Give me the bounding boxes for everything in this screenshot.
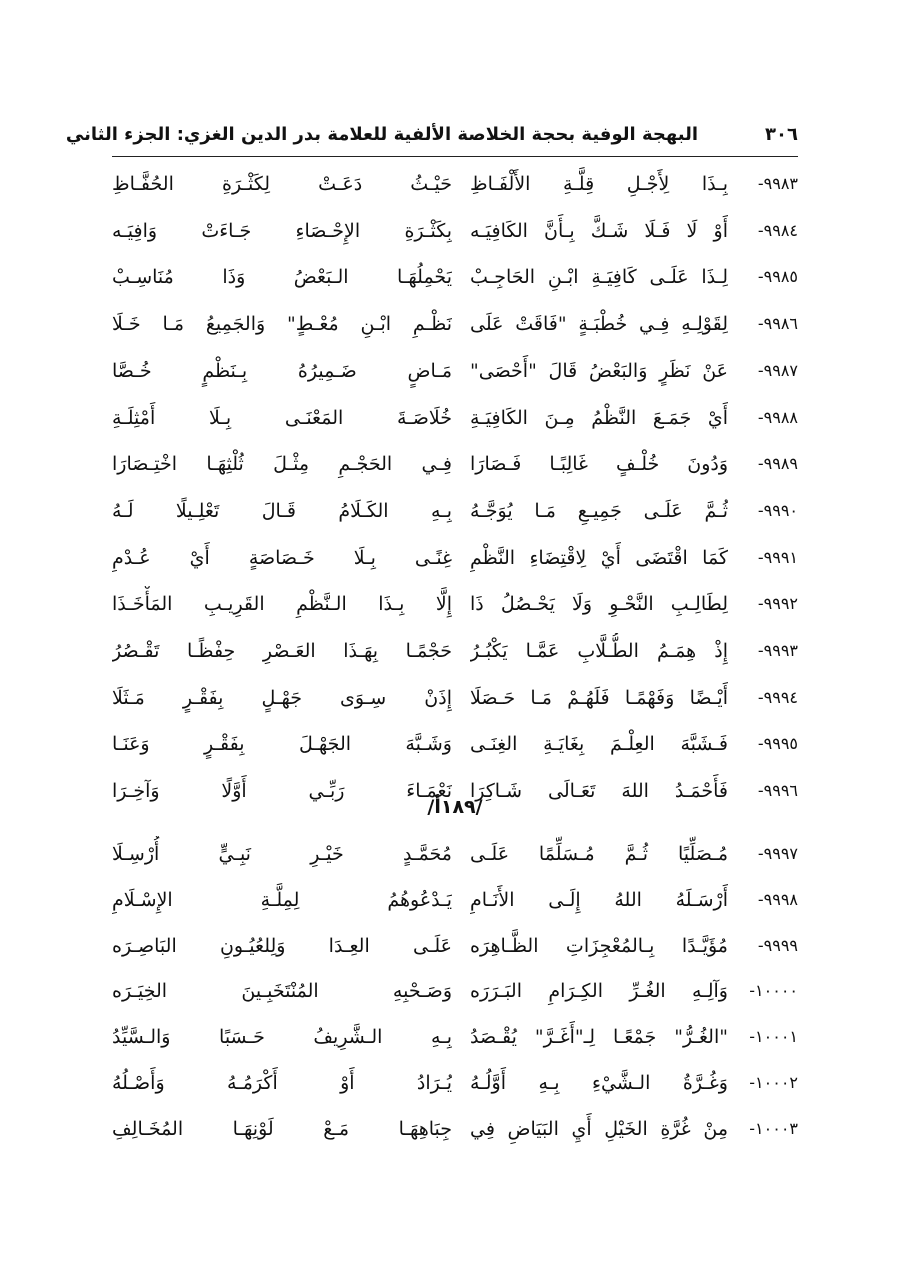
page-number: ٣٠٦: [765, 124, 798, 145]
verse-second-hemistich: إِذَنْ سِـوَى جَهْـلٍ بِفَقْـرٍ مَـثَلَا: [112, 686, 452, 709]
verse-line: [112, 836, 798, 872]
verse-second-hemistich: بِكَثْـرَةِ الإِحْـصَاءِ جَـاءَتْ وَافِيَـه: [112, 219, 452, 242]
verse-number: ٩٩٩٩-: [757, 935, 798, 955]
verse-second-hemistich: عَلَـى العِـدَا وَلِلعُيُـونِ البَاصِـرَه: [112, 934, 452, 957]
verse-first-hemistich: كَمَا اقْتَضَى أَيْ لِاقْتِضَاءِ النَّظْمِ: [470, 546, 728, 569]
header-rule: [112, 156, 798, 157]
verse-number: ٩٩٩٢-: [757, 594, 798, 614]
verse-second-hemistich: غِنًـى بِـلَا خَـصَاصَةٍ أَيْ عُـدْمِ: [112, 546, 452, 569]
verse-line: [112, 928, 798, 964]
verse-number: ٩٩٩٠-: [757, 500, 798, 520]
verse-number: ١٠٠٠١-: [749, 1027, 798, 1047]
verse-line: [112, 1111, 798, 1147]
verse-line: [112, 493, 798, 529]
verse-second-hemistich: مَـاضٍ ضَـمِيرُهُ بِـنَظْمٍ خُـصَّا: [112, 359, 452, 382]
verse-first-hemistich: أَوْ لَا فَـلَا شَـكَّ بِـأَنَّ الكَافِيَـه: [470, 219, 728, 242]
verse-second-hemistich: يُـرَادُ أَوْ أَكْرَمُـهُ وَأَصْـلُهُ: [112, 1072, 452, 1094]
verse-second-hemistich: جِبَاهِهَـا مَـعْ لَوْنِهَـا المُخَـالِفِ: [112, 1117, 452, 1140]
verse-line: [112, 166, 798, 202]
verse-number: ٩٩٨٦-: [757, 314, 798, 334]
verse-first-hemistich: أَيْ جَمَـعَ النَّظْمُ مِـنَ الكَافِيَـةِ: [470, 406, 728, 429]
verse-line: [112, 680, 798, 716]
verse-first-hemistich: إِذْ هِمَـمُ الطُّـلَّابِ عَمَّـا يَكْبُـرُ: [470, 640, 728, 662]
verse-first-hemistich: وَدُونَ خُلْـفٍ غَالِبًـا فَـصَارَا: [470, 453, 728, 476]
verse-number: ٩٩٨٣-: [757, 174, 798, 193]
verse-first-hemistich: مُؤَيَّـدًا بِـالمُعْجِزَاتِ الظَّـاهِرَه: [470, 934, 728, 957]
verse-number: ٩٩٩٦-: [757, 781, 798, 801]
verse-first-hemistich: بِـذَا لِأَجْـلِ قِلَّـةِ الأَلْفَـاظِ: [470, 173, 728, 195]
verse-line: [112, 882, 798, 918]
verse-line: [112, 306, 798, 342]
folio-marker: /١٨٩أ/: [427, 796, 483, 818]
verse-second-hemistich: حَجْمًـا بِهَـذَا العَـصْرِ حِفْظًـا تَقْـصُرُ: [112, 640, 452, 662]
verse-first-hemistich: ثُـمَّ عَلَـى جَمِيـعِ مَـا يُوَجَّـهُ: [470, 499, 728, 522]
verse-first-hemistich: مُـصَلِّيًا ثُـمَّ مُـسَلِّمًا عَلَـى: [470, 843, 728, 865]
verse-second-hemistich: مُحَمَّـدٍ خَيْـرِ نَبِـيٍّ أُرْسِـلَا: [112, 843, 452, 865]
verse-first-hemistich: وَغُـرَّةُ الـشَّيْءِ بِـهِ أَوَّلُـهُ: [470, 1072, 728, 1094]
verse-second-hemistich: نَظْـمِ ابْـنِ مُعْـطٍ" وَالجَمِيعُ مَـا خَـلَا: [112, 313, 452, 336]
verse-first-hemistich: فَأَحْمَـدُ اللهَ تَعَـالَى شَـاكِرَا: [470, 780, 728, 803]
verse-number: ٩٩٨٨-: [757, 407, 798, 427]
verse-line: [112, 259, 798, 295]
verse-first-hemistich: لِطَالِـبِ النَّحْـوِ وَلَا يَحْـصُلُ ذَا: [470, 593, 728, 616]
verse-line: [112, 1019, 798, 1055]
verse-number: ٩٩٨٧-: [757, 360, 798, 380]
verse-first-hemistich: فَـشَبَّهَ العِلْـمَ بِغَايَـةِ الغِنَـى: [470, 733, 728, 756]
verse-line: [112, 586, 798, 622]
verse-number: ٩٩٩٧-: [757, 844, 798, 863]
verse-number: ٩٩٩٣-: [757, 641, 798, 660]
verse-line: [112, 1065, 798, 1101]
verse-number: ١٠٠٠٣-: [749, 1118, 798, 1138]
verse-second-hemistich: فِـي الحَجْـمِ مِثْـلَ ثُلْثِهَـا اخْتِـصَارَا: [112, 453, 452, 476]
verse-number: ١٠٠٠٢-: [749, 1073, 798, 1092]
verse-first-hemistich: أَيْـضًا وَفَهْمًـا فَلَهُـمْ مَـا حَـصَلَا: [470, 686, 728, 709]
verse-second-hemistich: إِلَّا بِـذَا الـنَّظْمِ القَرِيـبِ المَأْخَـذَا: [112, 593, 452, 616]
verse-second-hemistich: حَيْـثُ دَعَـتْ لِكَثْـرَةِ الحُفَّـاظِ: [112, 173, 452, 195]
verse-first-hemistich: وَآلِـهِ الغُـرِّ الكِـرَامِ البَـرَرَه: [470, 980, 728, 1003]
verse-line: [112, 973, 798, 1009]
verse-number: ٩٩٨٩-: [757, 454, 798, 474]
verse-second-hemistich: بِـهِ الـشَّرِيفُ حَـسَبًا وَالـسَّيِّدُ: [112, 1026, 452, 1049]
verse-second-hemistich: يَحْمِلُهَـا الـبَعْضُ وَذَا مُنَاسِـبْ: [112, 266, 452, 289]
verse-second-hemistich: وَشَـبَّهَ الجَهْـلَ بِفَقْـرٍ وَعَنَـا: [112, 733, 452, 756]
page-header: [65, 118, 798, 158]
verse-second-hemistich: يَـدْعُوهُمُ لِمِلَّـةِ الإِسْـلَامِ: [112, 888, 452, 911]
verse-number: ٩٩٩٨-: [757, 889, 798, 909]
verse-number: ٩٩٩٥-: [757, 734, 798, 754]
verse-first-hemistich: لِقَوْلِـهِ فِـي خُطْبَـةٍ "فَاقَتْ عَلَى: [470, 313, 728, 336]
verse-first-hemistich: لِـذَا عَلَـى كَافِيَـةِ ابْـنِ الحَاجِـبْ: [470, 266, 728, 289]
verse-first-hemistich: مِنْ غُرَّةِ الخَيْلِ أَيِ البَيَاضِ فِي: [470, 1117, 728, 1140]
verse-line: [112, 400, 798, 436]
verse-number: ١٠٠٠٠-: [749, 981, 798, 1001]
verse-number: ٩٩٨٥-: [757, 267, 798, 287]
verse-second-hemistich: وَصَـحْبِهِ المُنْتَخَبِـينَ الخِيَـرَه: [112, 980, 452, 1003]
verse-line: [112, 540, 798, 576]
verse-line: [112, 633, 798, 669]
verse-first-hemistich: "الغُـرُّ" جَمْعًـا لِـ"أَغَـرَّ" يُقْـصَدُ: [470, 1026, 728, 1049]
verse-number: ٩٩٩٤-: [757, 687, 798, 707]
verse-line: [112, 213, 798, 249]
verse-second-hemistich: نَعْمَـاءَ رَبِّـي أَوَّلًا وَآخِـرَا: [112, 780, 452, 803]
verse-first-hemistich: عَنْ نَظَرٍ وَالبَعْضُ قَالَ "أَحْصَى": [470, 359, 728, 382]
verse-number: ٩٩٨٤-: [757, 220, 798, 240]
verse-line: [112, 446, 798, 482]
running-title: البهجة الوفية بحجة الخلاصة الألفية للعلامة بدر الدين الغزي: الجزء الثاني: [65, 124, 698, 145]
verse-number: ٩٩٩١-: [757, 547, 798, 567]
verse-second-hemistich: بِـهِ الكَـلَامُ قَـالَ تَعْلِـيلًا لَـهُ: [112, 499, 452, 522]
verse-first-hemistich: أَرْسَـلَهُ اللهُ إِلَـى الأَنَـامِ: [470, 888, 728, 911]
verse-line: [112, 726, 798, 762]
verse-second-hemistich: خُلَاصَـةَ المَعْنَـى بِـلَا أَمْثِلَـةِ: [112, 406, 452, 429]
verse-line: [112, 353, 798, 389]
